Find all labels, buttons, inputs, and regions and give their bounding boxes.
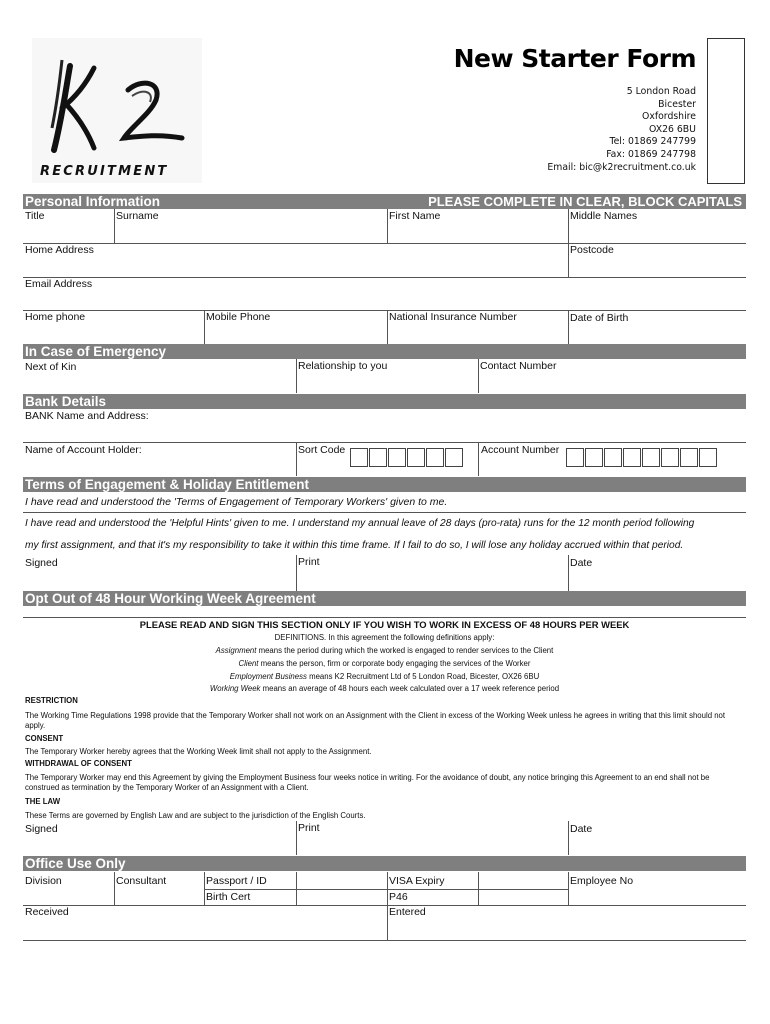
divider [23, 442, 746, 443]
consent-heading: CONSENT [25, 734, 64, 743]
divider [296, 555, 297, 591]
account-holder-field[interactable]: Name of Account Holder: [25, 444, 142, 456]
section-heading: Office Use Only [25, 856, 126, 871]
divider [478, 442, 479, 476]
home-address-field[interactable]: Home Address [25, 244, 94, 256]
address-line: OX26 6BU [649, 123, 696, 135]
divider [296, 821, 297, 855]
divider [568, 821, 569, 855]
entered-field[interactable]: Entered [389, 906, 426, 918]
restriction-heading: RESTRICTION [25, 696, 78, 705]
divider [114, 209, 115, 243]
section-emergency [23, 344, 746, 359]
law-text: These Terms are governed by English Law and are subject to the jurisdiction of the English Courts. [25, 811, 366, 820]
address-line: Fax: 01869 247798 [606, 148, 696, 160]
definitions-intro: DEFINITIONS. In this agreement the following definitions apply: [274, 633, 495, 642]
ni-number-field[interactable]: National Insurance Number [389, 311, 517, 323]
account-number-input[interactable] [566, 448, 718, 469]
divider [23, 512, 746, 513]
employee-no-field[interactable]: Employee No [570, 875, 634, 887]
digit-box[interactable] [642, 448, 660, 467]
definition-text: means K2 Recruitment Ltd of 5 London Road, Bicester, OX26 6BU [306, 672, 540, 681]
section-heading: Terms of Engagement & Holiday Entitlement [25, 477, 310, 492]
divider [23, 617, 746, 618]
sort-code-input[interactable] [350, 448, 464, 469]
divider [568, 209, 569, 243]
section-heading: Opt Out of 48 Hour Working Week Agreement [25, 591, 316, 606]
optout-print-field[interactable]: Print [298, 822, 320, 834]
opt-out-notice: PLEASE READ AND SIGN THIS SECTION ONLY IF YOU WISH TO WORK IN EXCESS OF 48 HOURS PER WEEK [139, 619, 630, 630]
terms-statement-1: I have read and understood the 'Terms of Engagement of Temporary Workers' given to me. [25, 496, 448, 508]
address-line: Oxfordshire [642, 111, 696, 123]
divider [387, 310, 388, 344]
divider [568, 555, 569, 591]
p46-field[interactable]: P46 [389, 891, 408, 903]
digit-box[interactable] [661, 448, 679, 467]
section-heading: Bank Details [25, 394, 107, 409]
definition-term: Client [238, 659, 259, 668]
photo-box [707, 38, 745, 184]
relationship-field[interactable]: Relationship to you [298, 360, 388, 372]
k2-logo-mark [32, 38, 202, 168]
divider [23, 310, 746, 311]
section-heading: Personal Information [25, 194, 161, 209]
optout-date-field[interactable]: Date [570, 823, 593, 835]
digit-box[interactable] [388, 448, 406, 467]
birth-cert-field[interactable]: Birth Cert [206, 891, 251, 903]
bank-name-field[interactable]: BANK Name and Address: [25, 410, 149, 422]
divider [23, 905, 746, 906]
mobile-phone-field[interactable]: Mobile Phone [206, 311, 271, 323]
digit-box[interactable] [350, 448, 368, 467]
address-line: Bicester [658, 98, 696, 110]
terms-statement-3: my first assignment, and that it's my responsibility to take it within this time frame. If I fail to do so, I will lose any holiday accrued within that period. [25, 540, 684, 551]
company-address [547, 86, 696, 174]
definition-text: means the period during which the worked is engaged to render services to the Client [256, 646, 554, 655]
first-name-field[interactable]: First Name [389, 210, 441, 222]
title-field[interactable]: Title [25, 210, 45, 222]
digit-box[interactable] [407, 448, 425, 467]
received-field[interactable]: Received [25, 906, 69, 918]
dob-field[interactable]: Date of Birth [570, 312, 629, 324]
postcode-field[interactable]: Postcode [570, 244, 614, 256]
divider [387, 872, 388, 940]
divider [568, 243, 569, 277]
terms-signed-field[interactable]: Signed [25, 557, 58, 569]
terms-print-field[interactable]: Print [298, 556, 320, 568]
section-personal-information [23, 194, 746, 209]
definition-text: means an average of 48 hours each week calculated over a 17 week reference period [260, 684, 560, 693]
divider [23, 940, 746, 941]
digit-box[interactable] [426, 448, 444, 467]
withdrawal-text: The Temporary Worker may end this Agreement by giving the Employment Business four weeks notice in writing. For the avoidance of doubt, any notice bringing this Agreement to an end shall not be construed as termination by the Temporary Worker of an Assignment with a Client. [25, 773, 710, 792]
sort-code-label: Sort Code [298, 444, 346, 456]
divider [114, 872, 115, 905]
definition-text: means the person, firm or corporate body engaging the services of the Worker [258, 659, 531, 668]
contact-number-field[interactable]: Contact Number [480, 360, 557, 372]
section-opt-out [23, 591, 746, 606]
email-field[interactable]: Email Address [25, 278, 93, 290]
block-capitals-instruction: PLEASE COMPLETE IN CLEAR, BLOCK CAPITALS [428, 194, 742, 209]
restriction-text: The Working Time Regulations 1998 provide that the Temporary Worker shall not work on an Assignment with the Client in excess of the Working Week unless he agrees in writing that this limit should not apply. [25, 711, 726, 730]
divider [478, 359, 479, 393]
digit-box[interactable] [699, 448, 717, 467]
digit-box[interactable] [566, 448, 584, 467]
definition-term: Employment Business [229, 672, 307, 681]
section-office-use [23, 856, 746, 871]
visa-expiry-field[interactable]: VISA Expiry [389, 875, 445, 887]
definition-employment-business [23, 672, 746, 682]
divider [568, 872, 569, 905]
section-bank-details [23, 394, 746, 409]
definition-term: Working Week [209, 684, 261, 693]
digit-box[interactable] [585, 448, 603, 467]
section-heading: In Case of Emergency [25, 344, 167, 359]
divider [568, 310, 569, 344]
digit-box[interactable] [445, 448, 463, 467]
divider [23, 277, 746, 278]
address-line: Tel: 01869 247799 [609, 136, 696, 148]
definition-working-week [23, 684, 746, 694]
consent-text: The Temporary Worker hereby agrees that the Working Week limit shall not apply to the Assignment. [25, 747, 372, 756]
divider [23, 243, 746, 244]
divider [204, 310, 205, 344]
company-logo [32, 38, 202, 183]
middle-names-field[interactable]: Middle Names [570, 210, 638, 222]
divider [204, 889, 568, 890]
logo-wordmark: RECRUITMENT [40, 164, 169, 179]
optout-signed-field[interactable]: Signed [25, 823, 58, 835]
next-of-kin-field[interactable]: Next of Kin [25, 361, 77, 373]
definition-assignment [23, 646, 746, 656]
passport-field[interactable]: Passport / ID [206, 875, 267, 887]
address-line: Email: bic@k2recruitment.co.uk [547, 161, 696, 173]
terms-statement-2: I have read and understood the 'Helpful Hints' given to me. I understand my annual leave of 28 days (pro-rata) runs for the 12 month period following [25, 518, 695, 529]
consultant-field[interactable]: Consultant [116, 875, 167, 887]
digit-box[interactable] [680, 448, 698, 467]
home-phone-field[interactable]: Home phone [25, 311, 86, 323]
divider [387, 209, 388, 243]
divider [296, 359, 297, 393]
divider [296, 442, 297, 476]
digit-box[interactable] [369, 448, 387, 467]
address-line: 5 London Road [626, 86, 696, 97]
surname-field[interactable]: Surname [116, 210, 159, 222]
section-terms [23, 477, 746, 492]
digit-box[interactable] [623, 448, 641, 467]
account-number-label: Account Number [481, 444, 560, 456]
definition-term: Assignment [215, 646, 257, 655]
terms-date-field[interactable]: Date [570, 557, 593, 569]
form-title: New Starter Form [453, 44, 696, 73]
law-heading: THE LAW [25, 797, 61, 806]
withdrawal-heading: WITHDRAWAL OF CONSENT [25, 759, 132, 768]
digit-box[interactable] [604, 448, 622, 467]
definition-client [23, 659, 746, 669]
division-field[interactable]: Division [25, 875, 62, 887]
